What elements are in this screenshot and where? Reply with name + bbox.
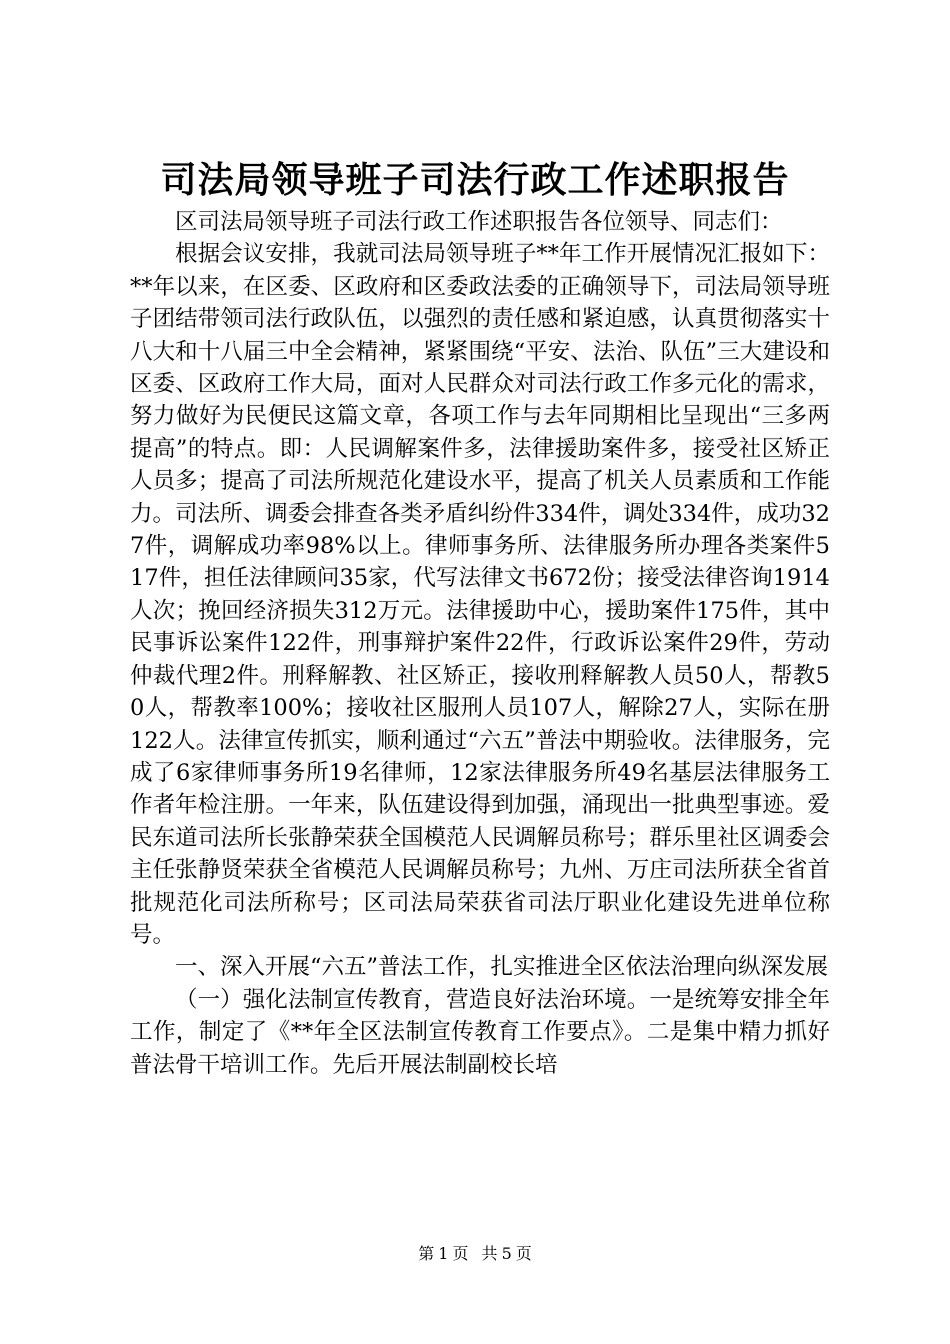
paragraph-subsection-1: （一）强化法制宣传教育，营造良好法治环境。一是统筹安排全年工作，制定了《**年全区法制宣传教育工作要点》。二是集中精力抓好普法骨干培训工作。先后开展法制副校长培 xyxy=(130,986,830,1078)
footer-total-prefix: 共 xyxy=(481,1244,498,1263)
footer-total-pages: 5 xyxy=(501,1244,512,1263)
section-heading-1: 一、深入开展“六五”普法工作，扎实推进全区依法治理向纵深发展 xyxy=(175,954,829,981)
paragraph-summary: 根据会议安排，我就司法局领导班子**年工作开展情况汇报如下：**年以来，在区委、区政府和区委政法委的正确领导下，司法局领导班子团结带领司法行政队伍，以强烈的责任感和紧迫感，认真贯彻落实十八大和十八届三中全会精神，紧紧围绕“平安、法治、队伍”三大建设和区委、区政府工作大局，面对人民群众对司法行政工作多元化的需求，努力做好为民便民这篇文章，各项工作与去年同期相比呈现出“三多两提高”的特点。即：人民调解案件多，法律援助案件多，接受社区矫正人员多；提高了司法所规范化建设水平，提高了机关人员素质和工作能力。司法所、调委会排查各类矛盾纠纷件334件，调处334件，成功327件，调解成功率98%以上。律师事务所、法律服务所办理各类案件517件，担任法律顾问35家，代写法律文书672份；接受法律咨询1914人次；挽回经济损失312万元。法律援助中心，援助案件175件，其中民事诉讼案件122件，刑事辩护案件22件，行政诉讼案件29件，劳动仲裁代理2件。刑释解教、社区矫正，接收刑释解教人员50人，帮教50人，帮教率100%；接收社区服刑人员107人，解除27人，实际在册122人。法律宣传抓实，顺利通过“六五”普法中期验收。法律服务，完成了6家律师事务所19名律师，12家法律服务所49名基层法律服务工作者年检注册。一年来，队伍建设得到加强，涌现出一批典型事迹。爱民东道司法所长张静荣获全国模范人民调解员称号；群乐里社区调委会主任张静贤荣获全省模范人民调解员称号；九州、万庄司法所获全省首批规范化司法所称号；区司法局荣获省司法厅职业化建设先进单位称号。 xyxy=(130,241,830,948)
document-body xyxy=(130,206,830,1081)
footer-prefix: 第 xyxy=(418,1244,435,1263)
page-number-footer xyxy=(0,1244,950,1264)
footer-total-unit: 页 xyxy=(515,1244,532,1263)
footer-page-unit: 页 xyxy=(452,1244,469,1263)
footer-current-page: 1 xyxy=(438,1244,449,1263)
paragraph-salutation: 区司法局领导班子司法行政工作述职报告各位领导、同志们： xyxy=(175,209,783,235)
footer-page-label xyxy=(416,1244,470,1263)
footer-total-label xyxy=(480,1244,534,1263)
document-title: 司法局领导班子司法行政工作述职报告 xyxy=(160,159,790,201)
